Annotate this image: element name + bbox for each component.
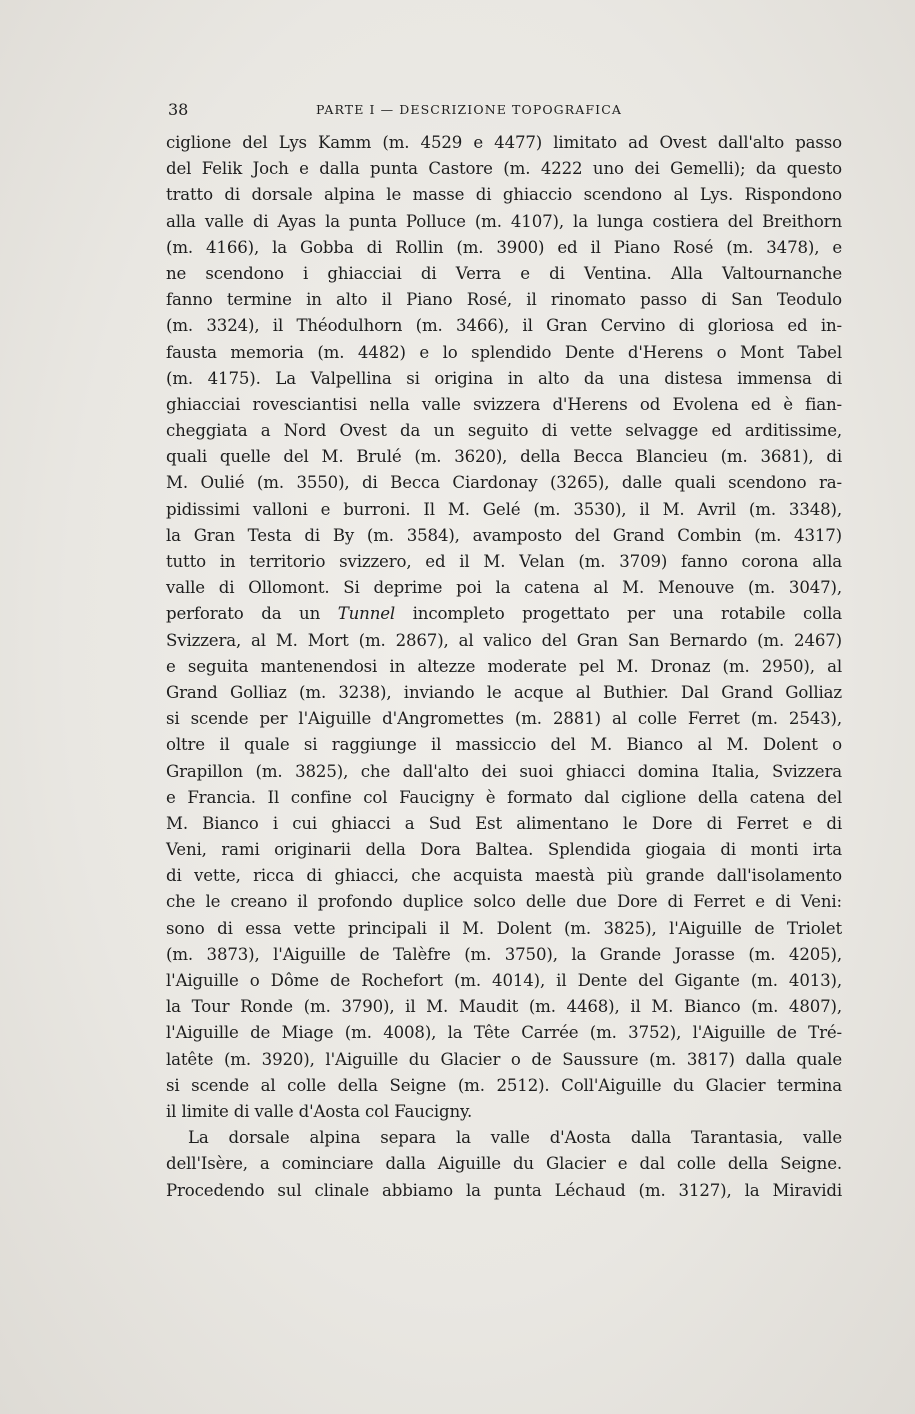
text-line: quali quelle del M. Brulé (m. 3620), della Becca Blancieu (m. 3681), di (166, 447, 842, 467)
text-line: e seguita mantenendosi in altezze moderate pel M. Dronaz (m. 2950), al (166, 656, 842, 676)
text-line: si scende per l'Aiguille d'Angromettes (m. 2881) al colle Ferret (m. 2543), (166, 709, 842, 729)
text-line: cheggiata a Nord Ovest da un seguito di vette selvagge ed arditissime, (166, 421, 842, 441)
text-line: ne scendono i ghiacciai di Verra e di Ventina. Alla Valtournanche (166, 263, 842, 283)
text-line: ciglione del Lys Kamm (m. 4529 e 4477) limitato ad Ovest dall'alto passo (166, 133, 842, 152)
text-line: pidissimi valloni e burroni. Il M. Gelé (m. 3530), il M. Avril (m. 3348), (166, 499, 842, 519)
italic-word: Tunnel (337, 604, 396, 624)
text-line: fanno termine in alto il Piano Rosé, il rinomato passo di San Teodulo (166, 290, 842, 310)
text-line: la Gran Testa di By (m. 3584), avamposto del Grand Combin (m. 4317) (166, 525, 842, 545)
text-line: Svizzera, al M. Mort (m. 2867), al valico del Gran San Bernardo (m. 2467) (166, 630, 842, 650)
text-line: del Felik Joch e dalla punta Castore (m. 4222 uno dei Gemelli); da questo (166, 159, 842, 179)
text-line: e Francia. Il confine col Faucigny è formato dal ciglione della catena del (166, 787, 842, 807)
page-number: 38 (168, 100, 189, 119)
text-line: Grapillon (m. 3825), che dall'alto dei suoi ghiacci domina Italia, Svizzera (166, 761, 842, 781)
text-line: M. Bianco i cui ghiacci a Sud Est alimentano le Dore di Ferret e di (166, 813, 842, 833)
text-line: tutto in territorio svizzero, ed il M. Velan (m. 3709) fanno corona alla (166, 552, 842, 571)
text-line: (m. 4166), la Gobba di Rollin (m. 3900) ed il Piano Rosé (m. 3478), e (166, 237, 842, 257)
text-line: alla valle di Ayas la punta Polluce (m. 4107), la lunga costiera del Breithorn (166, 211, 842, 231)
text-line: Procedendo sul clinale abbiamo la punta Léchaud (m. 3127), la Miravidi (166, 1180, 842, 1200)
text-line: la Tour Ronde (m. 3790), il M. Maudit (m. 4468), il M. Bianco (m. 4807), (166, 997, 842, 1017)
text-line: tratto di dorsale alpina le masse di ghiaccio scendono al Lys. Rispondono (166, 185, 842, 205)
text-line: ghiacciai rovesciantisi nella valle svizzera d'Herens od Evolena ed è fian- (166, 394, 842, 414)
text-line: si scende al colle della Seigne (m. 2512). Coll'Aiguille du Glacier termina (166, 1075, 842, 1095)
text-line: valle di Ollomont. Si deprime poi la catena al M. Menouve (m. 3047), (166, 578, 842, 598)
text-line: (m. 3873), l'Aiguille de Talèfre (m. 3750), la Grande Jorasse (m. 4205), (166, 944, 842, 964)
running-head: PARTE I — DESCRIZIONE TOPOGRAFICA (316, 102, 623, 117)
text-line: Grand Golliaz (m. 3238), inviando le acque al Buthier. Dal Grand Golliaz (166, 682, 842, 702)
text-line: Veni, rami originarii della Dora Baltea. Splendida giogaia di monti irta (166, 840, 842, 860)
body-text (166, 130, 842, 1204)
text-line: dell'Isère, a cominciare dalla Aiguille du Glacier e dal colle della Seigne. (166, 1154, 842, 1174)
text-line: l'Aiguille o Dôme de Rochefort (m. 4014), il Dente del Gigante (m. 4013), (166, 971, 842, 990)
text-line: (m. 3324), il Théodulhorn (m. 3466), il Gran Cervino di gloriosa ed in- (166, 316, 842, 336)
text-line: M. Oulié (m. 3550), di Becca Ciardonay (3265), dalle quali scendono ra- (166, 473, 842, 493)
text-line: oltre il quale si raggiunge il massiccio del M. Bianco al M. Dolent o (166, 735, 842, 755)
text-line: La dorsale alpina separa la valle d'Aosta dalla Tarantasia, valle (188, 1128, 842, 1148)
text-line: l'Aiguille de Miage (m. 4008), la Tête Carrée (m. 3752), l'Aiguille de Tré- (166, 1023, 842, 1043)
text-line: che le creano il profondo duplice solco delle due Dore di Ferret e di Veni: (166, 892, 842, 912)
page-header (168, 100, 840, 122)
text-line: (m. 4175). La Valpellina si origina in alto da una distesa immensa di (166, 368, 842, 388)
text-line: di vette, ricca di ghiacci, che acquista maestà più grande dall'isolamento (166, 866, 842, 886)
text-line: il limite di valle d'Aosta col Faucigny. (166, 1101, 473, 1121)
text-line: latête (m. 3920), l'Aiguille du Glacier o de Saussure (m. 3817) dalla quale (166, 1049, 842, 1069)
text-line: fausta memoria (m. 4482) e lo splendido Dente d'Herens o Mont Tabel (166, 342, 842, 362)
text-line: perforato da un Tunnel incompleto progettato per una rotabile colla (166, 604, 843, 624)
text-line: sono di essa vette principali il M. Dolent (m. 3825), l'Aiguille de Triolet (166, 918, 842, 938)
